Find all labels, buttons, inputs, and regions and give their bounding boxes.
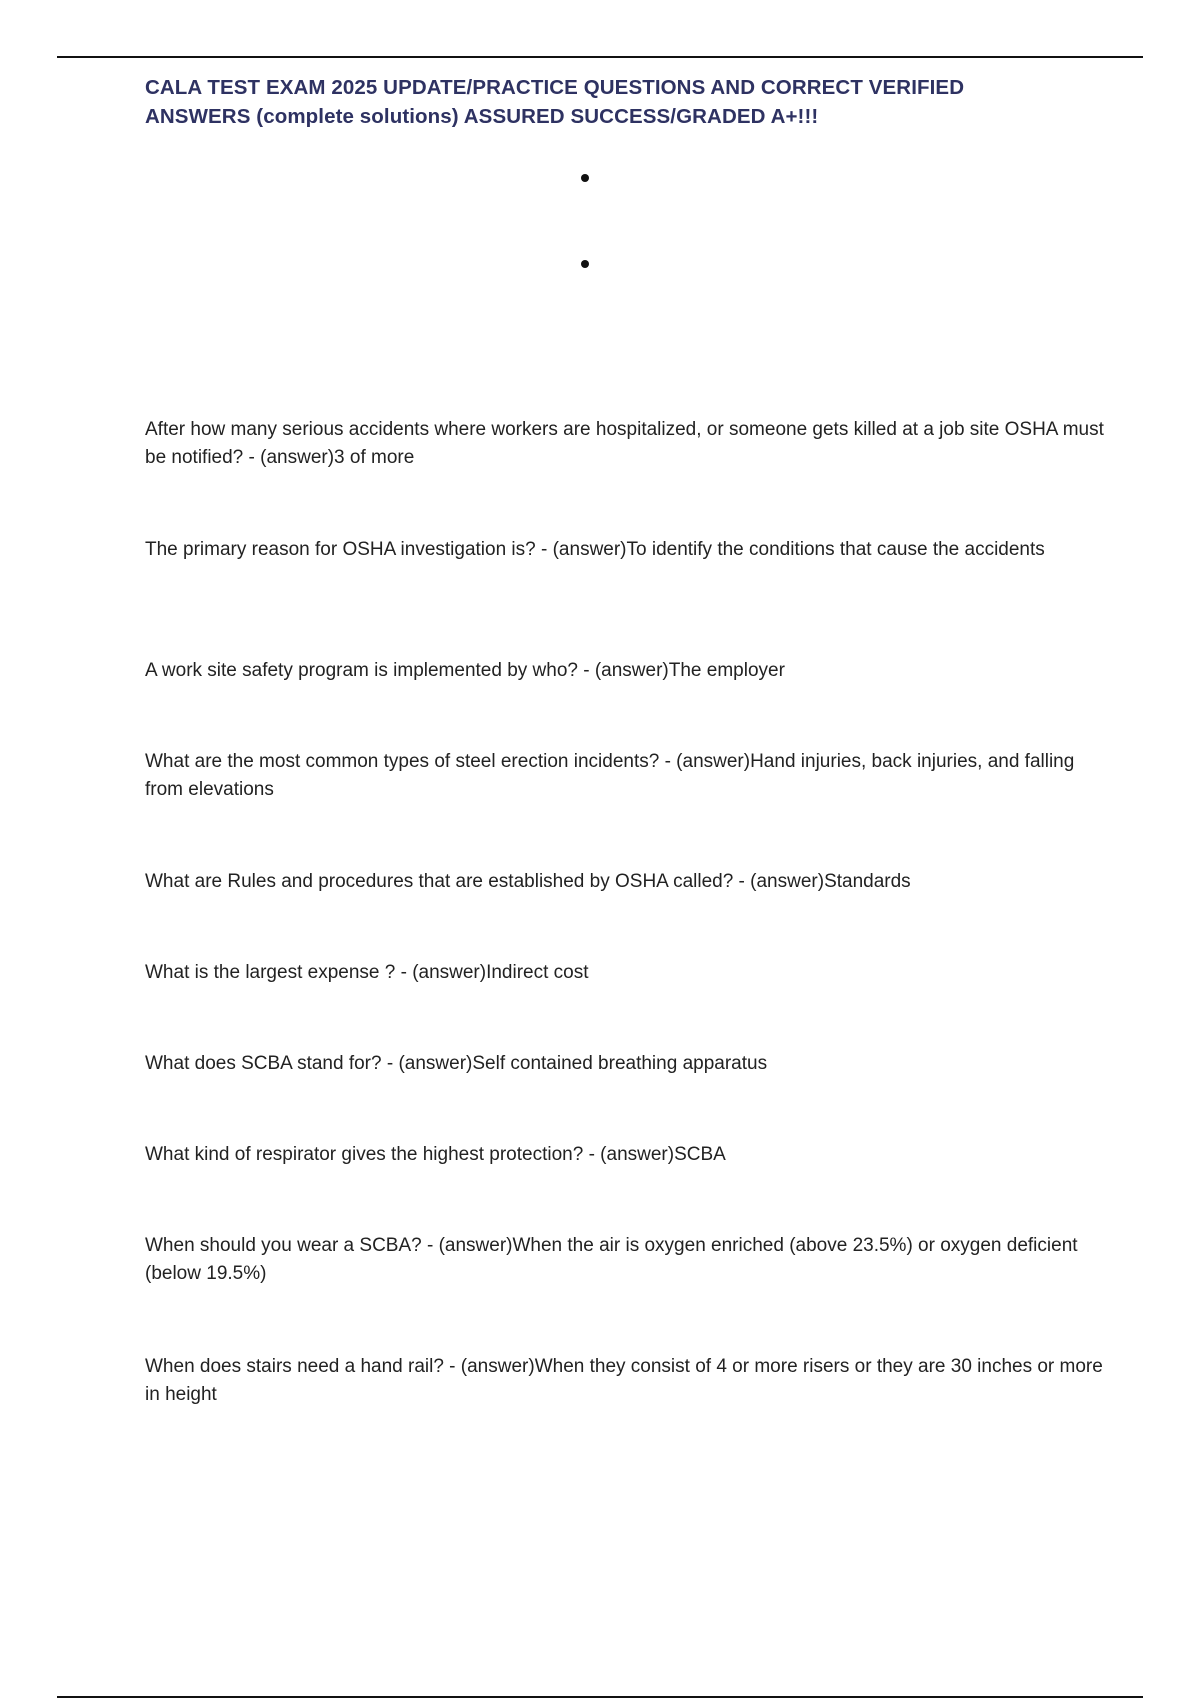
bullet-point bbox=[581, 260, 589, 268]
question-answer-10: When does stairs need a hand rail? - (answer)When they consist of 4 or more risers or they are 30 inches or more in height bbox=[145, 1356, 1103, 1405]
question-answer-3: A work site safety program is implemented by who? - (answer)The employer bbox=[145, 660, 785, 681]
question-answer-8: What kind of respirator gives the highest protection? - (answer)SCBA bbox=[145, 1144, 726, 1165]
document-title: CALA TEST EXAM 2025 UPDATE/PRACTICE QUESTIONS AND CORRECT VERIFIED ANSWERS (complete solutions) ASSURED SUCCESS/GRADED A+!!! bbox=[145, 76, 965, 128]
top-rule bbox=[57, 56, 1143, 58]
question-answer-7: What does SCBA stand for? - (answer)Self contained breathing apparatus bbox=[145, 1053, 768, 1074]
question-answer-4: What are the most common types of steel erection incidents? - (answer)Hand injuries, back injuries, and falling from elevations bbox=[145, 751, 1075, 800]
question-answer-1: After how many serious accidents where workers are hospitalized, or someone gets killed at a job site OSHA must be notified? - (answer)3 of more bbox=[145, 419, 1104, 468]
question-answer-9: When should you wear a SCBA? - (answer)When the air is oxygen enriched (above 23.5%) or oxygen deficient (below 19.5%) bbox=[145, 1235, 1078, 1284]
question-answer-2: The primary reason for OSHA investigation is? - (answer)To identify the conditions that cause the accidents bbox=[145, 539, 1045, 560]
bottom-rule bbox=[57, 1696, 1143, 1698]
question-answer-5: What are Rules and procedures that are established by OSHA called? - (answer)Standards bbox=[145, 871, 911, 892]
question-answer-6: What is the largest expense ? - (answer)Indirect cost bbox=[145, 962, 589, 983]
bullet-point bbox=[581, 174, 589, 182]
